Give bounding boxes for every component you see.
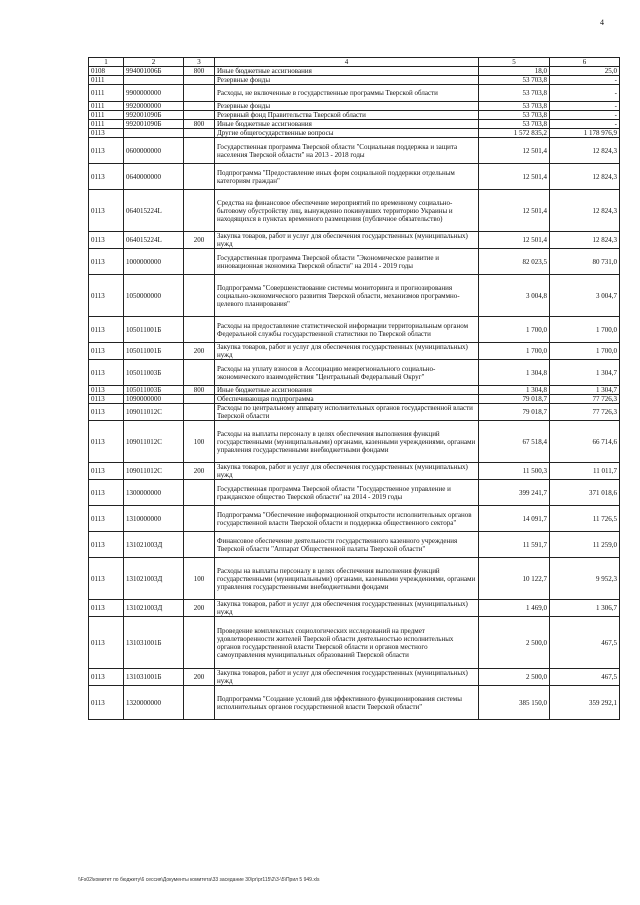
- code-cell: 064015224L: [124, 190, 184, 232]
- code-cell: 994001006Б: [124, 67, 184, 76]
- expense-type-cell: [184, 360, 215, 386]
- table-row: [89, 232, 620, 249]
- code-cell: 105011003Б: [124, 386, 184, 395]
- amount-plan-cell: 1 700,0: [479, 343, 550, 360]
- code-cell: 105011003Б: [124, 360, 184, 386]
- expense-type-cell: 800: [184, 386, 215, 395]
- table-row: [89, 275, 620, 317]
- table-row: [89, 343, 620, 360]
- amount-actual-cell: -: [550, 120, 620, 129]
- amount-actual-cell: 467,5: [550, 669, 620, 686]
- razdel-cell: 0113: [89, 386, 124, 395]
- amount-plan-cell: 14 091,7: [479, 506, 550, 532]
- code-cell: 992001090Б: [124, 120, 184, 129]
- amount-plan-cell: 53 703,8: [479, 76, 550, 85]
- expense-type-cell: 800: [184, 67, 215, 76]
- code-cell: [124, 129, 184, 138]
- expense-type-cell: [184, 480, 215, 506]
- razdel-cell: 0113: [89, 395, 124, 404]
- razdel-cell: 0113: [89, 164, 124, 190]
- table-row: [89, 532, 620, 558]
- amount-plan-cell: 12 501,4: [479, 190, 550, 232]
- table-row: [89, 102, 620, 111]
- code-cell: 131021003Д: [124, 600, 184, 617]
- table-row: [89, 669, 620, 686]
- amount-plan-cell: 1 304,8: [479, 360, 550, 386]
- name-cell: Подпрограмма "Обеспечение информационной открытости исполнительных органов государственной власти Тверской области и поддержка общественного сектора": [215, 506, 479, 532]
- code-cell: 1300000000: [124, 480, 184, 506]
- amount-actual-cell: 1 304,7: [550, 386, 620, 395]
- amount-plan-cell: 53 703,8: [479, 120, 550, 129]
- expense-type-cell: 100: [184, 421, 215, 463]
- code-cell: 131021003Д: [124, 558, 184, 600]
- razdel-cell: 0113: [89, 669, 124, 686]
- amount-actual-cell: 1 306,7: [550, 600, 620, 617]
- table-row: [89, 480, 620, 506]
- code-cell: 131031001Б: [124, 669, 184, 686]
- razdel-cell: 0113: [89, 617, 124, 669]
- header-cell: 6: [550, 58, 620, 67]
- expense-type-cell: [184, 85, 215, 102]
- expense-type-cell: [184, 138, 215, 164]
- expense-type-cell: 800: [184, 120, 215, 129]
- expense-type-cell: [184, 532, 215, 558]
- code-cell: 0640000000: [124, 164, 184, 190]
- amount-plan-cell: 79 018,7: [479, 395, 550, 404]
- expense-type-cell: [184, 249, 215, 275]
- table-row: [89, 463, 620, 480]
- name-cell: Резервные фонды: [215, 76, 479, 85]
- razdel-cell: 0113: [89, 600, 124, 617]
- code-cell: 1050000000: [124, 275, 184, 317]
- amount-plan-cell: 3 004,8: [479, 275, 550, 317]
- razdel-cell: 0113: [89, 558, 124, 600]
- amount-plan-cell: 1 700,0: [479, 317, 550, 343]
- name-cell: Другие общегосударственные вопросы: [215, 129, 479, 138]
- name-cell: Расходы на выплаты персоналу в целях обеспечения выполнения функций государственными (муниципальными) органами, казенными учреждениями, органами управления государственными внебюджетными фондами: [215, 421, 479, 463]
- amount-actual-cell: 11 011,7: [550, 463, 620, 480]
- table-row: [89, 360, 620, 386]
- code-cell: 992001090Б: [124, 111, 184, 120]
- footer-file-path: \\Fs02\комитет по бюджету\6 сессия\Документы комитета\33 заседание 30\pr\pr115\2\3-\5\Прил 5 949.xls: [78, 877, 320, 883]
- expense-type-cell: [184, 275, 215, 317]
- table-row: [89, 317, 620, 343]
- amount-plan-cell: 11 591,7: [479, 532, 550, 558]
- code-cell: 1000000000: [124, 249, 184, 275]
- razdel-cell: 0113: [89, 275, 124, 317]
- code-cell: 131021003Д: [124, 532, 184, 558]
- amount-plan-cell: 12 501,4: [479, 232, 550, 249]
- amount-actual-cell: 9 952,3: [550, 558, 620, 600]
- code-cell: 131031001Б: [124, 617, 184, 669]
- name-cell: Закупка товаров, работ и услуг для обеспечения государственных (муниципальных) нужд: [215, 343, 479, 360]
- amount-actual-cell: 77 726,3: [550, 395, 620, 404]
- code-cell: 9900000000: [124, 85, 184, 102]
- amount-actual-cell: 80 731,0: [550, 249, 620, 275]
- table-row: [89, 85, 620, 102]
- table-row: [89, 67, 620, 76]
- amount-actual-cell: 467,5: [550, 617, 620, 669]
- name-cell: Расходы на уплату взносов в Ассоциацию межрегионального социально-экономического взаимодействия "Центральный Федеральный Округ": [215, 360, 479, 386]
- razdel-cell: 0113: [89, 404, 124, 421]
- name-cell: Резервный фонд Правительства Тверской области: [215, 111, 479, 120]
- name-cell: Закупка товаров, работ и услуг для обеспечения государственных (муниципальных) нужд: [215, 463, 479, 480]
- amount-actual-cell: 371 018,6: [550, 480, 620, 506]
- expense-type-cell: [184, 129, 215, 138]
- amount-actual-cell: 11 726,5: [550, 506, 620, 532]
- amount-actual-cell: 11 259,0: [550, 532, 620, 558]
- amount-actual-cell: 12 824,3: [550, 232, 620, 249]
- name-cell: Расходы на выплаты персоналу в целях обеспечения выполнения функций государственными (муниципальными) органами, казенными учреждениями, органами управления государственными внебюджетными фондами: [215, 558, 479, 600]
- table-row: [89, 421, 620, 463]
- expense-type-cell: 200: [184, 463, 215, 480]
- razdel-cell: 0113: [89, 532, 124, 558]
- razdel-cell: 0113: [89, 249, 124, 275]
- amount-actual-cell: 1 178 976,9: [550, 129, 620, 138]
- code-cell: 105011001Б: [124, 317, 184, 343]
- razdel-cell: 0108: [89, 67, 124, 76]
- table-row: [89, 138, 620, 164]
- code-cell: 109011012С: [124, 463, 184, 480]
- code-cell: 1090000000: [124, 395, 184, 404]
- razdel-cell: 0113: [89, 686, 124, 720]
- amount-plan-cell: 399 241,7: [479, 480, 550, 506]
- amount-plan-cell: 82 023,5: [479, 249, 550, 275]
- name-cell: Подпрограмма "Создание условий для эффективного функционирования системы исполнительных органов государственной власти Тверской области": [215, 686, 479, 720]
- name-cell: Расходы, не включенные в государственные программы Тверской области: [215, 85, 479, 102]
- expense-type-cell: [184, 506, 215, 532]
- amount-plan-cell: 11 500,3: [479, 463, 550, 480]
- name-cell: Иные бюджетные ассигнования: [215, 67, 479, 76]
- budget-table: [88, 57, 620, 720]
- razdel-cell: 0113: [89, 506, 124, 532]
- code-cell: 064015224L: [124, 232, 184, 249]
- name-cell: Расходы на предоставление статистической информации территориальным органом Федеральной службы государственной статистики по Тверской области: [215, 317, 479, 343]
- amount-actual-cell: 77 726,3: [550, 404, 620, 421]
- expense-type-cell: 200: [184, 232, 215, 249]
- code-cell: 9920000000: [124, 102, 184, 111]
- table-row: [89, 164, 620, 190]
- amount-plan-cell: 1 572 835,2: [479, 129, 550, 138]
- name-cell: Резервные фонды: [215, 102, 479, 111]
- header-cell: 1: [89, 58, 124, 67]
- amount-actual-cell: -: [550, 76, 620, 85]
- razdel-cell: 0113: [89, 343, 124, 360]
- amount-plan-cell: 53 703,8: [479, 102, 550, 111]
- amount-plan-cell: 1 304,8: [479, 386, 550, 395]
- amount-actual-cell: -: [550, 85, 620, 102]
- name-cell: Иные бюджетные ассигнования: [215, 386, 479, 395]
- table-header-row: [89, 58, 620, 67]
- razdel-cell: 0113: [89, 232, 124, 249]
- table-row: [89, 129, 620, 138]
- amount-plan-cell: 2 500,0: [479, 669, 550, 686]
- name-cell: Государственная программа Тверской области "Экономическое развитие и инновационная экономика Тверской области" на 2014 - 2019 годы: [215, 249, 479, 275]
- name-cell: Государственная программа Тверской области "Социальная поддержка и защита населения Тверской области" на 2013 - 2018 годы: [215, 138, 479, 164]
- razdel-cell: 0111: [89, 102, 124, 111]
- expense-type-cell: [184, 317, 215, 343]
- amount-plan-cell: 79 018,7: [479, 404, 550, 421]
- name-cell: Подпрограмма "Совершенствование системы мониторинга и прогнозирования социально-экономического развития Тверской области, механизмов программно-целевого планирования": [215, 275, 479, 317]
- razdel-cell: 0113: [89, 317, 124, 343]
- razdel-cell: 0113: [89, 463, 124, 480]
- code-cell: 109011012С: [124, 421, 184, 463]
- table-row: [89, 249, 620, 275]
- razdel-cell: 0113: [89, 421, 124, 463]
- name-cell: Проведение комплексных социологических исследований на предмет удовлетворенности жителей Тверской области деятельностью исполнительных органов государственной власти Тверской области и органов местного самоуправления муниципальных образований Тверской области: [215, 617, 479, 669]
- code-cell: 105011001Б: [124, 343, 184, 360]
- amount-actual-cell: -: [550, 111, 620, 120]
- razdel-cell: 0111: [89, 111, 124, 120]
- code-cell: [124, 76, 184, 85]
- amount-plan-cell: 12 501,4: [479, 164, 550, 190]
- header-cell: 4: [215, 58, 479, 67]
- name-cell: Закупка товаров, работ и услуг для обеспечения государственных (муниципальных) нужд: [215, 669, 479, 686]
- amount-actual-cell: 1 700,0: [550, 343, 620, 360]
- amount-plan-cell: 385 150,0: [479, 686, 550, 720]
- razdel-cell: 0113: [89, 360, 124, 386]
- amount-actual-cell: 1 700,0: [550, 317, 620, 343]
- expense-type-cell: [184, 686, 215, 720]
- code-cell: 1310000000: [124, 506, 184, 532]
- expense-type-cell: 100: [184, 558, 215, 600]
- table-row: [89, 120, 620, 129]
- expense-type-cell: [184, 617, 215, 669]
- amount-actual-cell: 12 824,3: [550, 164, 620, 190]
- amount-actual-cell: 12 824,3: [550, 138, 620, 164]
- name-cell: Средства на финансовое обеспечение мероприятий по временному социально-бытовому обустройству лиц, вынужденно покинувших территорию Украины и находящихся в пунктах временного размещения (публичное обязательство): [215, 190, 479, 232]
- name-cell: Финансовое обеспечение деятельности государственного казенного учреждения Тверской области "Аппарат Общественной палаты Тверской области": [215, 532, 479, 558]
- amount-actual-cell: 66 714,6: [550, 421, 620, 463]
- code-cell: 0600000000: [124, 138, 184, 164]
- header-cell: 5: [479, 58, 550, 67]
- amount-plan-cell: 53 703,8: [479, 111, 550, 120]
- code-cell: 1320000000: [124, 686, 184, 720]
- table-row: [89, 506, 620, 532]
- amount-plan-cell: 10 122,7: [479, 558, 550, 600]
- name-cell: Подпрограмма "Предоставление иных форм социальной поддержки отдельным категориям граждан": [215, 164, 479, 190]
- razdel-cell: 0111: [89, 76, 124, 85]
- amount-actual-cell: 1 304,7: [550, 360, 620, 386]
- expense-type-cell: [184, 76, 215, 85]
- header-cell: 3: [184, 58, 215, 67]
- name-cell: Расходы по центральному аппарату исполнительных органов государственной власти Тверской области: [215, 404, 479, 421]
- name-cell: Иные бюджетные ассигнования: [215, 120, 479, 129]
- table-row: [89, 386, 620, 395]
- amount-actual-cell: 25,0: [550, 67, 620, 76]
- amount-plan-cell: 67 518,4: [479, 421, 550, 463]
- expense-type-cell: [184, 404, 215, 421]
- razdel-cell: 0113: [89, 480, 124, 506]
- expense-type-cell: [184, 164, 215, 190]
- razdel-cell: 0113: [89, 129, 124, 138]
- expense-type-cell: [184, 190, 215, 232]
- table-row: [89, 395, 620, 404]
- header-cell: 2: [124, 58, 184, 67]
- amount-plan-cell: 12 501,4: [479, 138, 550, 164]
- amount-plan-cell: 2 500,0: [479, 617, 550, 669]
- table-row: [89, 190, 620, 232]
- amount-plan-cell: 1 469,0: [479, 600, 550, 617]
- table-row: [89, 600, 620, 617]
- razdel-cell: 0111: [89, 85, 124, 102]
- razdel-cell: 0113: [89, 138, 124, 164]
- table-row: [89, 686, 620, 720]
- razdel-cell: 0113: [89, 190, 124, 232]
- amount-actual-cell: 3 004,7: [550, 275, 620, 317]
- expense-type-cell: 200: [184, 669, 215, 686]
- name-cell: Государственная программа Тверской области "Государственное управление и гражданское общество Тверской области" на 2014 - 2019 годы: [215, 480, 479, 506]
- amount-actual-cell: -: [550, 102, 620, 111]
- code-cell: 109011012С: [124, 404, 184, 421]
- expense-type-cell: 200: [184, 600, 215, 617]
- table-row: [89, 404, 620, 421]
- expense-type-cell: [184, 102, 215, 111]
- razdel-cell: 0111: [89, 120, 124, 129]
- table-row: [89, 617, 620, 669]
- table-row: [89, 76, 620, 85]
- table-row: [89, 558, 620, 600]
- name-cell: Закупка товаров, работ и услуг для обеспечения государственных (муниципальных) нужд: [215, 232, 479, 249]
- amount-plan-cell: 18,0: [479, 67, 550, 76]
- expense-type-cell: [184, 111, 215, 120]
- expense-type-cell: [184, 395, 215, 404]
- page-number: 4: [600, 18, 604, 27]
- amount-plan-cell: 53 703,8: [479, 85, 550, 102]
- name-cell: Обеспечивающая подпрограмма: [215, 395, 479, 404]
- expense-type-cell: 200: [184, 343, 215, 360]
- amount-actual-cell: 12 824,3: [550, 190, 620, 232]
- table-row: [89, 111, 620, 120]
- name-cell: Закупка товаров, работ и услуг для обеспечения государственных (муниципальных) нужд: [215, 600, 479, 617]
- amount-actual-cell: 359 292,1: [550, 686, 620, 720]
